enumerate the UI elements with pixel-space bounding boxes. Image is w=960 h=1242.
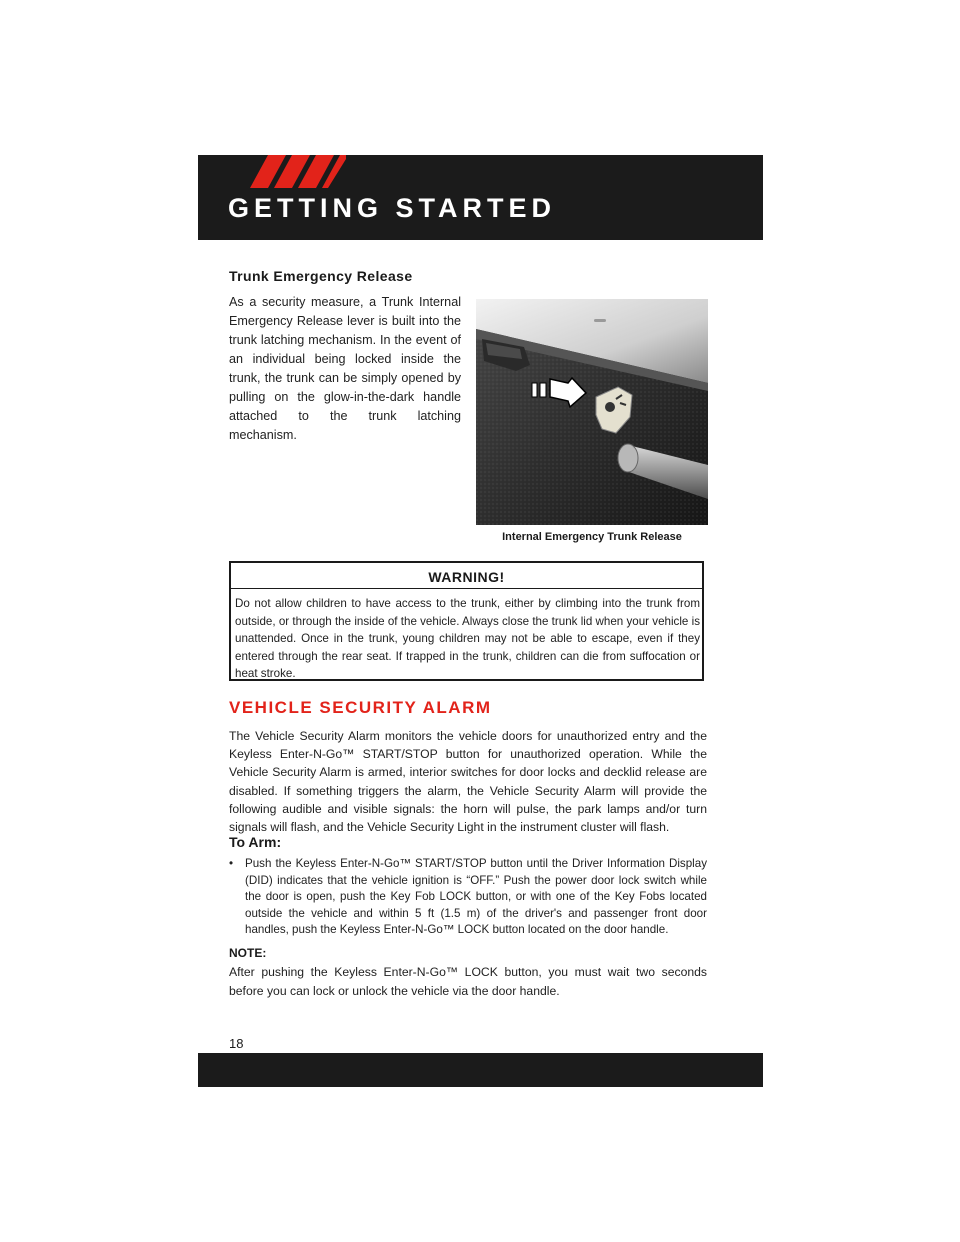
trunk-release-heading: Trunk Emergency Release [229, 268, 413, 284]
trunk-release-photo-caption: Internal Emergency Trunk Release [502, 531, 682, 543]
warning-divider [231, 588, 702, 589]
section-header-band [198, 155, 763, 240]
warning-paragraph: Do not allow children to have access to the trunk, either by climbing into the trunk from outside, or through the inside of the vehicle. Always close the trunk lid when your vehicle is unattended. Once in the trunk, young children may not be able to escape, even if they entered through the rear seat. If trapped in the trunk, children can die from suffocation or heat stroke. [235, 597, 700, 680]
warning-title: WARNING! [428, 569, 505, 585]
bullet-marker: • [229, 857, 234, 870]
trunk-release-photo [476, 299, 708, 525]
vehicle-security-alarm-paragraph: The Vehicle Security Alarm monitors the vehicle doors for unauthorized entry and the Keyless Enter-N-Go™ START/STOP button for unauthorized operation. While the Vehicle Security Alarm is armed, interior switches for door locks and decklid release are disabled. If something triggers the alarm, the Vehicle Security Alarm will provide the following audible and visible signals: the horn will pulse, the park lamps and/or turn signals will flash, and the Vehicle Security Light in the instrument cluster will flash. [229, 729, 707, 835]
note-label: NOTE: [229, 946, 267, 960]
vehicle-security-alarm-heading: VEHICLE SECURITY ALARM [229, 698, 492, 717]
page-number: 18 [229, 1036, 244, 1051]
racing-stripes-icon [246, 155, 346, 188]
warning-box [229, 561, 704, 681]
trunk-release-paragraph: As a security measure, a Trunk Internal Emergency Release lever is built into the trunk latching mechanism. In the event of an individual being locked inside the trunk, the trunk can be simply opened by pulling on the glow-in-the-dark handle attached to the trunk latching mechanism. [229, 295, 461, 442]
to-arm-step-text: Push the Keyless Enter-N-Go™ START/STOP button until the Driver Information Display (DID) indicates that the vehicle ignition is “OFF.” Push the power door lock switch while the door is open, push the Key Fob LOCK button, or with one of the Key Fobs located outside the vehicle and within 5 ft (1.5 m) of the driver's and passenger front door handles, push the Keyless Enter-N-Go™ LOCK button located on the door handle. [245, 857, 707, 936]
section-title: GETTING STARTED [228, 193, 556, 223]
to-arm-heading: To Arm: [229, 834, 282, 850]
note-paragraph: After pushing the Keyless Enter-N-Go™ LOCK button, you must wait two seconds before you can lock or unlock the vehicle via the door handle. [229, 965, 707, 998]
footer-band [198, 1053, 763, 1087]
list-item [229, 856, 707, 939]
